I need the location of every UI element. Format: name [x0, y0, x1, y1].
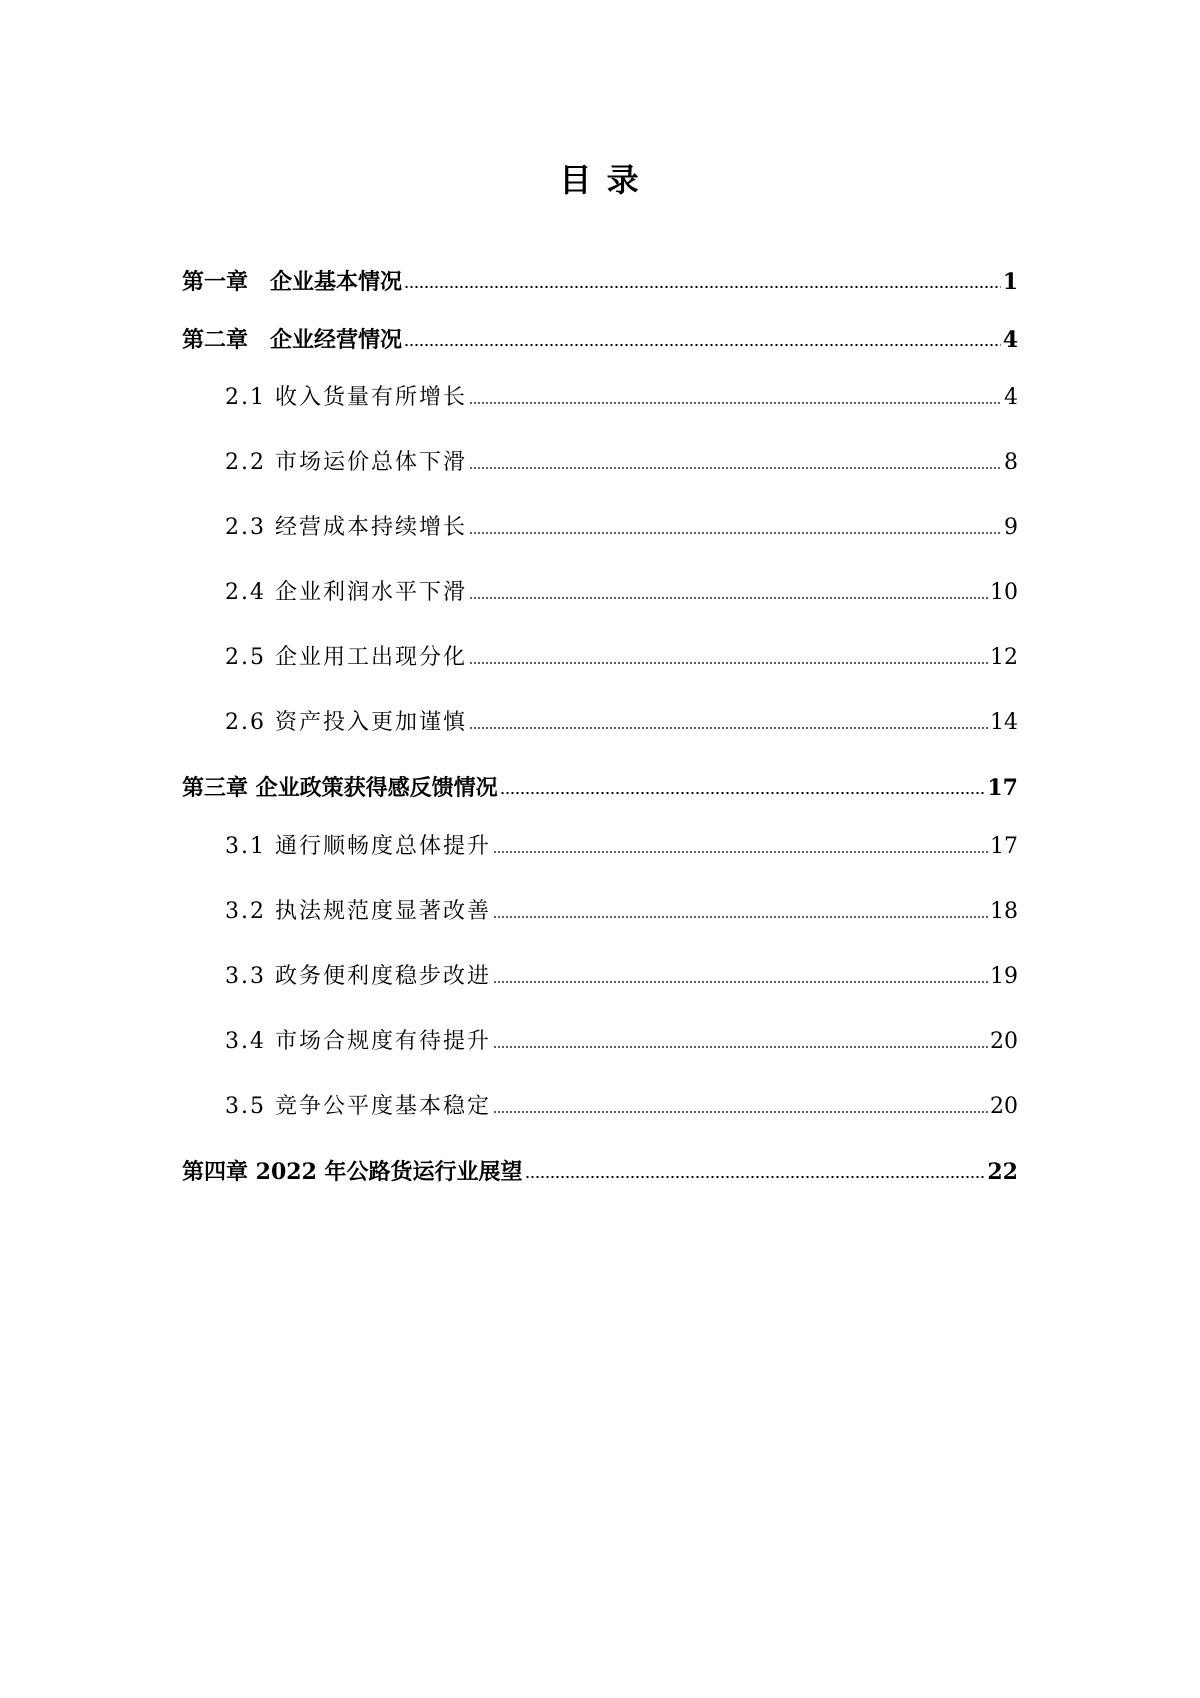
toc-entry-section[interactable] [225, 1092, 1018, 1122]
dot-leader [493, 850, 988, 854]
toc-entry-section[interactable] [225, 897, 1018, 927]
toc-entry-section[interactable] [225, 832, 1018, 862]
toc-entry-page-number: 9 [1004, 515, 1018, 540]
toc-entry-label: 2.1 收入货量有所增长 [225, 385, 467, 410]
toc-entry-page-number: 18 [990, 899, 1018, 924]
toc-entry-label: 3.3 政务便利度稳步改进 [225, 964, 491, 989]
toc-title: 目 录 [559, 161, 641, 199]
toc-entry-section[interactable] [225, 513, 1018, 543]
toc-entry-label: 2.6 资产投入更加谨慎 [225, 710, 467, 735]
toc-entry-section[interactable] [225, 578, 1018, 608]
toc-entry-chapter[interactable] [182, 773, 1018, 803]
dot-leader [469, 466, 1002, 470]
toc-entry-page-number: 22 [987, 1159, 1018, 1185]
toc-entry-label: 第三章 企业政策获得感反馈情况 [182, 775, 498, 801]
toc-entry-section[interactable] [225, 708, 1018, 738]
toc-entry-label: 第二章 企业经营情况 [182, 327, 403, 353]
toc-entry-label: 3.1 通行顺畅度总体提升 [225, 834, 491, 859]
toc-entry-label: 第一章 企业基本情况 [182, 269, 403, 295]
dot-leader [404, 285, 1001, 289]
toc-entry-page-number: 17 [990, 834, 1018, 859]
toc-entry-label: 2.2 市场运价总体下滑 [225, 450, 467, 475]
dot-leader [469, 726, 988, 730]
toc-entry-label: 3.2 执法规范度显著改善 [225, 899, 491, 924]
toc-entry-label: 3.4 市场合规度有待提升 [225, 1029, 491, 1054]
dot-leader [404, 343, 1001, 347]
toc-entry-chapter[interactable] [182, 325, 1018, 355]
dot-leader [493, 980, 988, 984]
toc-entry-page-number: 10 [990, 580, 1018, 605]
toc-entry-section[interactable] [225, 962, 1018, 992]
dot-leader [469, 531, 1002, 535]
toc-entry-label: 第四章 2022 年公路货运行业展望 [182, 1159, 523, 1185]
toc-entry-label: 2.5 企业用工出现分化 [225, 645, 467, 670]
toc-entry-page-number: 19 [990, 964, 1018, 989]
dot-leader [500, 791, 986, 795]
toc-entry-page-number: 4 [1004, 385, 1018, 410]
toc-entry-page-number: 20 [990, 1029, 1018, 1054]
toc-entry-page-number: 12 [990, 645, 1018, 670]
toc-entry-section[interactable] [225, 1027, 1018, 1057]
dot-leader [493, 1045, 988, 1049]
dot-leader [493, 915, 988, 919]
toc-entry-label: 2.3 经营成本持续增长 [225, 515, 467, 540]
toc-entry-label: 2.4 企业利润水平下滑 [225, 580, 467, 605]
toc-entry-label: 3.5 竞争公平度基本稳定 [225, 1094, 491, 1119]
toc-entry-section[interactable] [225, 383, 1018, 413]
toc-entry-chapter[interactable] [182, 267, 1018, 297]
toc-entry-section[interactable] [225, 448, 1018, 478]
toc-entry-page-number: 8 [1004, 450, 1018, 475]
dot-leader [469, 596, 988, 600]
dot-leader [469, 401, 1002, 405]
toc-entry-chapter[interactable] [182, 1157, 1018, 1187]
toc-entry-section[interactable] [225, 643, 1018, 673]
toc-entry-page-number: 14 [990, 710, 1018, 735]
toc-entry-page-number: 17 [987, 775, 1018, 801]
dot-leader [493, 1110, 988, 1114]
toc-entry-page-number: 20 [990, 1094, 1018, 1119]
toc-entry-page-number: 1 [1002, 269, 1018, 295]
toc-entry-page-number: 4 [1002, 327, 1018, 353]
dot-leader [525, 1175, 986, 1179]
dot-leader [469, 661, 988, 665]
